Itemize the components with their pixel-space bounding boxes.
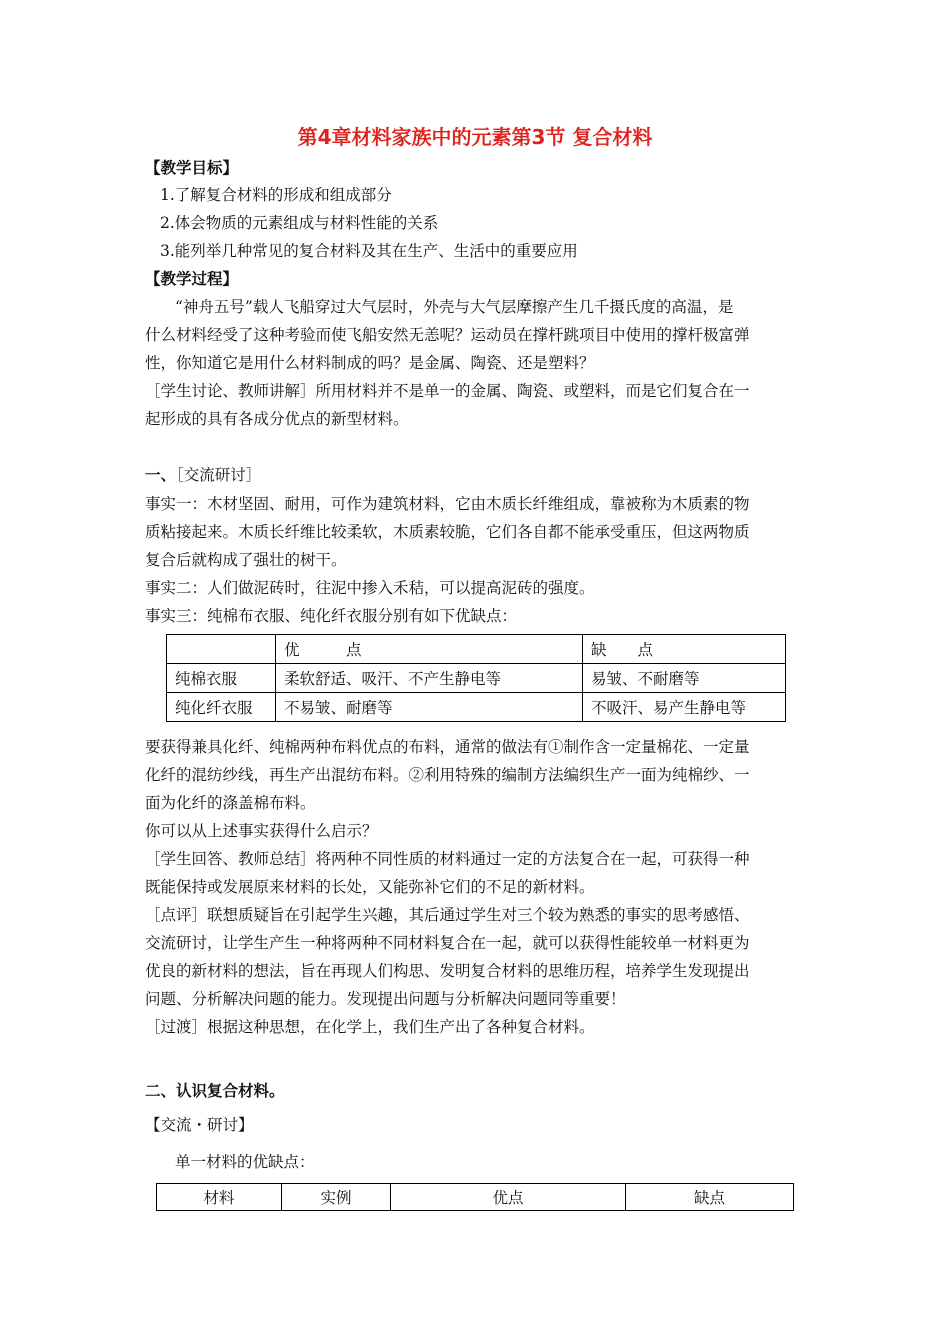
process-heading: 【教学过程】 bbox=[145, 270, 239, 288]
section1-number: 一、 bbox=[145, 466, 177, 484]
section2-heading: 二、认识复合材料。 bbox=[145, 1082, 285, 1100]
paragraph-line: ［过渡］根据这种思想，在化学上，我们生产出了各种复合材料。 bbox=[145, 1018, 595, 1036]
table-cell: 纯棉衣服 bbox=[167, 664, 276, 693]
paragraph-line: 事实一：木材坚固、耐用，可作为建筑材料，它由木质长纤维组成，靠被称为木质素的物 bbox=[145, 495, 750, 513]
table-header-cell: 材料 bbox=[157, 1184, 282, 1211]
table-row bbox=[167, 664, 786, 693]
section1-title: ［交流研讨］ bbox=[176, 466, 262, 484]
table-cell: 不易皱、耐磨等 bbox=[276, 693, 583, 722]
section1-heading bbox=[145, 464, 261, 486]
paragraph-line: 优良的新材料的想法，旨在再现人们构思、发明复合材料的思维历程，培养学生发现提出 bbox=[145, 962, 750, 980]
paragraph-line: 面为化纤的涤盖棉布料。 bbox=[145, 794, 316, 812]
table-header-row bbox=[157, 1184, 794, 1211]
goal-item: 1.了解复合材料的形成和组成部分 bbox=[160, 186, 392, 204]
single-material-table bbox=[156, 1183, 794, 1211]
paragraph-line: 起形成的具有各成分优点的新型材料。 bbox=[145, 410, 409, 428]
paragraph-line: 要获得兼具化纤、纯棉两种布料优点的布料，通常的做法有①制作含一定量棉花、一定量 bbox=[145, 738, 750, 756]
paragraph-line: ［学生讨论、教师讲解］所用材料并不是单一的金属、陶瓷、或塑料，而是它们复合在一 bbox=[145, 382, 750, 400]
paragraph-line: 什么材料经受了这种考验而使飞船安然无恙呢？运动员在撑杆跳项目中使用的撑杆极富弹 bbox=[145, 326, 750, 344]
table-header-cell: 实例 bbox=[282, 1184, 391, 1211]
table-header-cell: 优点 bbox=[391, 1184, 626, 1211]
paragraph-line: 既能保持或发展原来材料的长处，又能弥补它们的不足的新材料。 bbox=[145, 878, 595, 896]
paragraph-line: “神舟五号”载人飞船穿过大气层时，外壳与大气层摩擦产生几千摄氏度的高温，是 bbox=[175, 298, 734, 316]
paragraph-line: 问题、分析解决问题的能力。发现提出问题与分析解决问题同等重要！ bbox=[145, 990, 626, 1008]
section2-subheading: 【交流・研讨】 bbox=[145, 1116, 254, 1134]
goals-heading: 【教学目标】 bbox=[145, 159, 239, 177]
paragraph-line: 你可以从上述事实获得什么启示？ bbox=[145, 822, 378, 840]
clothing-comparison-table bbox=[166, 634, 786, 722]
table-header-cell: 缺点 bbox=[626, 1184, 794, 1211]
paragraph-line: 性，你知道它是用什么材料制成的吗？是金属、陶瓷、还是塑料？ bbox=[145, 354, 595, 372]
table-header-cell: 缺 点 bbox=[583, 635, 786, 664]
paragraph-line: 事实二：人们做泥砖时，往泥中掺入禾秸，可以提高泥砖的强度。 bbox=[145, 579, 595, 597]
goal-item: 3.能列举几种常见的复合材料及其在生产、生活中的重要应用 bbox=[160, 242, 578, 260]
paragraph-line: 复合后就构成了强壮的树干。 bbox=[145, 551, 347, 569]
table-header-row bbox=[167, 635, 786, 664]
paragraph-line: 事实三：纯棉布衣服、纯化纤衣服分别有如下优缺点： bbox=[145, 607, 518, 625]
table-header-cell: 优 点 bbox=[276, 635, 583, 664]
paragraph-line: 交流研讨，让学生产生一种将两种不同材料复合在一起，就可以获得性能较单一材料更为 bbox=[145, 934, 750, 952]
paragraph-line: ［学生回答、教师总结］将两种不同性质的材料通过一定的方法复合在一起，可获得一种 bbox=[145, 850, 750, 868]
table-cell: 不吸汗、易产生静电等 bbox=[583, 693, 786, 722]
table-header-cell bbox=[167, 635, 276, 664]
page-title: 第4章材料家族中的元素第3节 复合材料 bbox=[297, 125, 653, 149]
paragraph-line: 质粘接起来。木质长纤维比较柔软，木质素较脆，它们各自都不能承受重压，但这两物质 bbox=[145, 523, 750, 541]
goal-item: 2.体会物质的元素组成与材料性能的关系 bbox=[160, 214, 439, 232]
paragraph-line: 化纤的混纺纱线，再生产出混纺布料。②利用特殊的编制方法编织生产一面为纯棉纱、一 bbox=[145, 766, 750, 784]
table-caption: 单一材料的优缺点： bbox=[175, 1153, 315, 1171]
table-cell: 柔软舒适、吸汗、不产生静电等 bbox=[276, 664, 583, 693]
paragraph-line: ［点评］联想质疑旨在引起学生兴趣，其后通过学生对三个较为熟悉的事实的思考感悟、 bbox=[145, 906, 750, 924]
table-row bbox=[167, 693, 786, 722]
table-cell: 易皱、不耐磨等 bbox=[583, 664, 786, 693]
table-cell: 纯化纤衣服 bbox=[167, 693, 276, 722]
